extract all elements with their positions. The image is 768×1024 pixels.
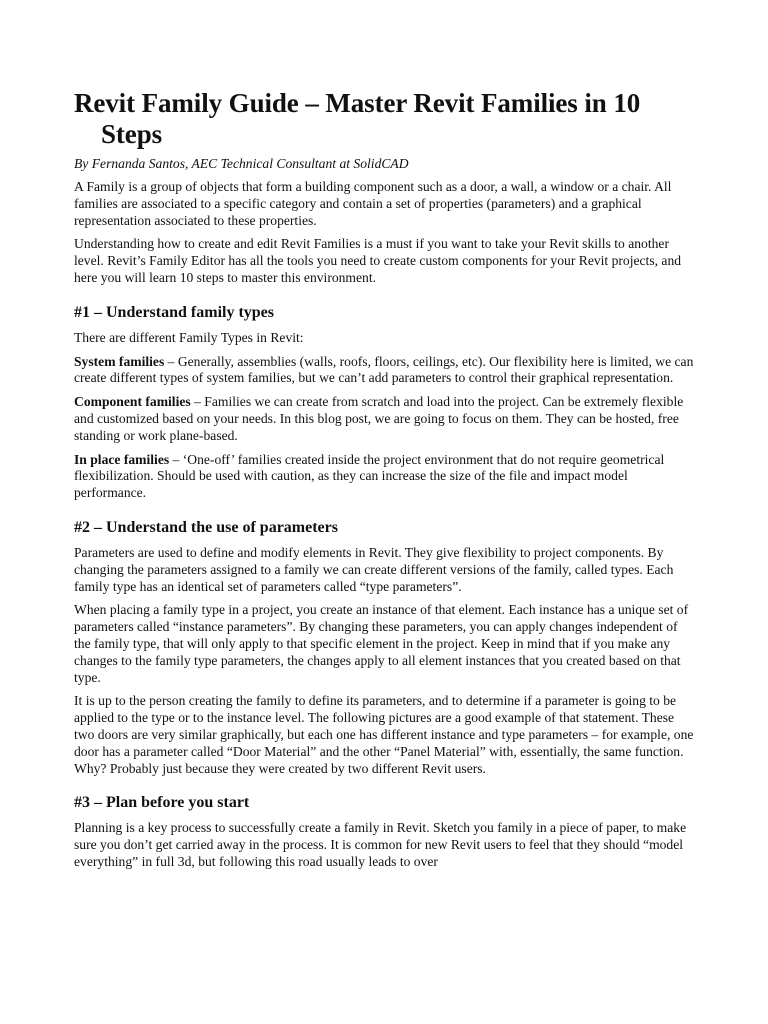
byline: By Fernanda Santos, AEC Technical Consultant at SolidCAD — [74, 156, 409, 171]
section-2-paragraph: It is up to the person creating the family to define its parameters, and to determine if a parameter is going to be applied to the type or to the instance level. The following pictures are a good example of that statement. These two doors are very similar graphically, but each one has different instance and type parameters – for example, one door has a parameter called “Door Material” and the other “Panel Material” with, essentially, the same function. Why? Probably just because they were created by two different Revit users. — [74, 693, 694, 776]
section-1-lead: There are different Family Types in Revit: — [74, 329, 304, 345]
page-title: Revit Family Guide – Master Revit Families in 10 Steps — [74, 88, 641, 149]
section-heading-2: #2 – Understand the use of parameters — [74, 518, 338, 536]
section-2-paragraph: Parameters are used to define and modify elements in Revit. They give flexibility to project components. By changing the parameters assigned to a family we can create different versions of the family, called types. Each family type has an identical set of parameters called “type parameters”. — [74, 544, 674, 594]
family-type-term: System families — [74, 353, 165, 369]
section-heading-1: #1 – Understand family types — [74, 303, 275, 321]
family-type-term: Component families — [74, 394, 191, 410]
intro-paragraph: Understanding how to create and edit Revit Families is a must if you want to take your Revit skills to another level. Revit’s Family Editor has all the tools you need to create custom components for your Revit projects, and here you will learn 10 steps to master this environment. — [74, 236, 682, 285]
family-type-item — [74, 452, 696, 502]
intro-paragraph: A Family is a group of objects that form a building component such as a door, a wall, a window or a chair. All families are associated to a specific category and contain a set of properties (parameters) and a graphical representation associated to these properties. — [74, 179, 672, 228]
family-type-term: In place families — [74, 451, 170, 467]
section-2-paragraph: When placing a family type in a project, you create an instance of that element. Each instance has a unique set of parameters called “instance parameters”. By changing these parameters, you can apply changes independent of the family type, that will only apply to that specific element in the project. Keep in mind that if you make any changes to the family type parameters, the changes apply to all element instances that you created based on that type. — [74, 602, 689, 685]
family-type-text: – Generally, assemblies (walls, roofs, floors, ceilings, etc). Our flexibility here is limited, we can create different types of system families, but we can’t add parameters to control their graphical representation. — [74, 353, 694, 386]
family-type-item — [74, 354, 696, 388]
article — [74, 88, 696, 878]
section-heading-3: #3 – Plan before you start — [74, 794, 250, 812]
section-3-paragraph: Planning is a key process to successfully create a family in Revit. Sketch you family in a piece of paper, to make sure you don’t get carried away in the process. It is common for new Revit users to feel that they should “model everything” in full 3d, but following this road usually leads to over — [74, 820, 687, 869]
family-type-text: – Families we can create from scratch and load into the project. Can be extremely flexible and customized based on your needs. In this blog post, we are going to focus on them. They can be hosted, free standing or work plane-based. — [74, 394, 684, 443]
family-type-item — [74, 394, 696, 444]
family-type-text: – ‘One-off’ families created inside the project environment that do not require geometrical flexibilization. Should be used with caution, as they can increase the size of the file and impact model performance. — [74, 451, 665, 501]
